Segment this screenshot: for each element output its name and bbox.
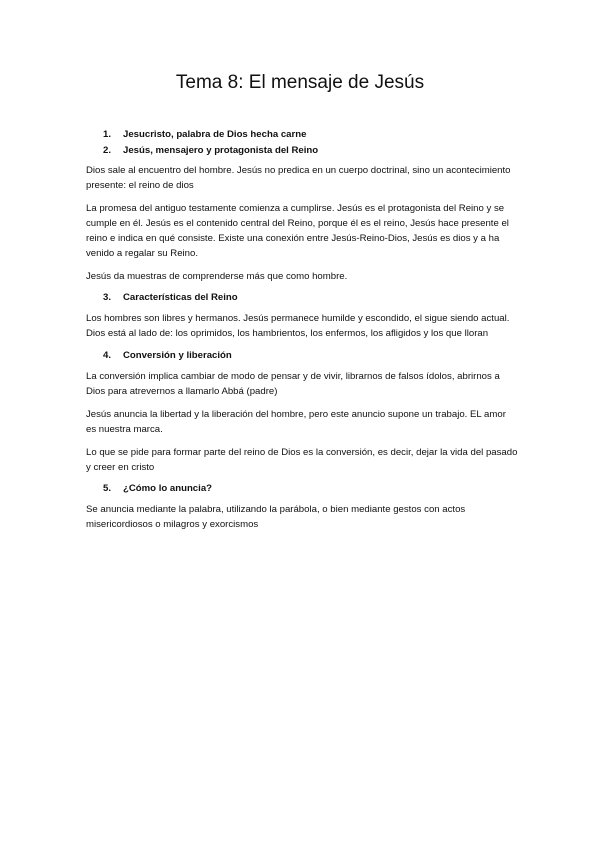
section-heading-1	[86, 127, 518, 142]
section-heading-3	[86, 290, 518, 305]
section-heading-5	[86, 481, 518, 496]
section-number: 3.	[103, 292, 112, 303]
section-heading-text: Jesús, mensajero y protagonista del Reino	[123, 145, 319, 156]
section-heading-text: Jesucristo, palabra de Dios hecha carne	[123, 129, 307, 140]
paragraph: Se anuncia mediante la palabra, utilizando la parábola, o bien mediante gestos con actos misericordiosos o milagros y exorcismos	[86, 504, 466, 530]
section-number: 5.	[103, 483, 112, 494]
section-heading-4	[86, 348, 518, 363]
section-heading-text: Características del Reino	[123, 292, 238, 303]
section-heading-text: Conversión y liberación	[123, 350, 232, 361]
paragraph: La conversión implica cambiar de modo de pensar y de vivir, librarnos de falsos ídolos, abrirnos a Dios para atrevernos a llamarlo Abbá (padre)	[86, 371, 500, 397]
paragraph: La promesa del antiguo testamente comienza a cumplirse. Jesús es el protagonista del Reino y se cumple en él. Jesús es el contenido central del Reino, porque él es el reino, Jesús hace presente el reino e indica en qué consiste. Existe una conexión entre Jesús-Reino-Dios, Jesús es dios y a ha venido a regalar su Reino.	[86, 203, 509, 259]
paragraph: Los hombres son libres y hermanos. Jesús permanece humilde y escondido, el sigue siendo actual. Dios está al lado de: los oprimidos, los hambrientos, los enfermos, los afligidos y los que lloran	[86, 313, 510, 339]
section-heading-2	[86, 143, 518, 158]
section-number: 4.	[103, 350, 112, 361]
section-number: 1.	[103, 129, 112, 140]
paragraph: Dios sale al encuentro del hombre. Jesús no predica en un cuerpo doctrinal, sino un acontecimiento presente: el reino de dios	[86, 165, 511, 191]
section-heading-text: ¿Cómo lo anuncia?	[123, 483, 213, 494]
section-number: 2.	[103, 145, 112, 156]
paragraph: Lo que se pide para formar parte del reino de Dios es la conversión, es decir, dejar la vida del pasado y creer en cristo	[86, 447, 518, 473]
page-title: Tema 8: El mensaje de Jesús	[175, 72, 425, 93]
paragraph: Jesús anuncia la libertad y la liberación del hombre, pero este anuncio supone un trabajo. EL amor es nuestra marca.	[86, 409, 506, 435]
paragraph: Jesús da muestras de comprenderse más que como hombre.	[86, 271, 348, 282]
document-body	[86, 124, 518, 532]
